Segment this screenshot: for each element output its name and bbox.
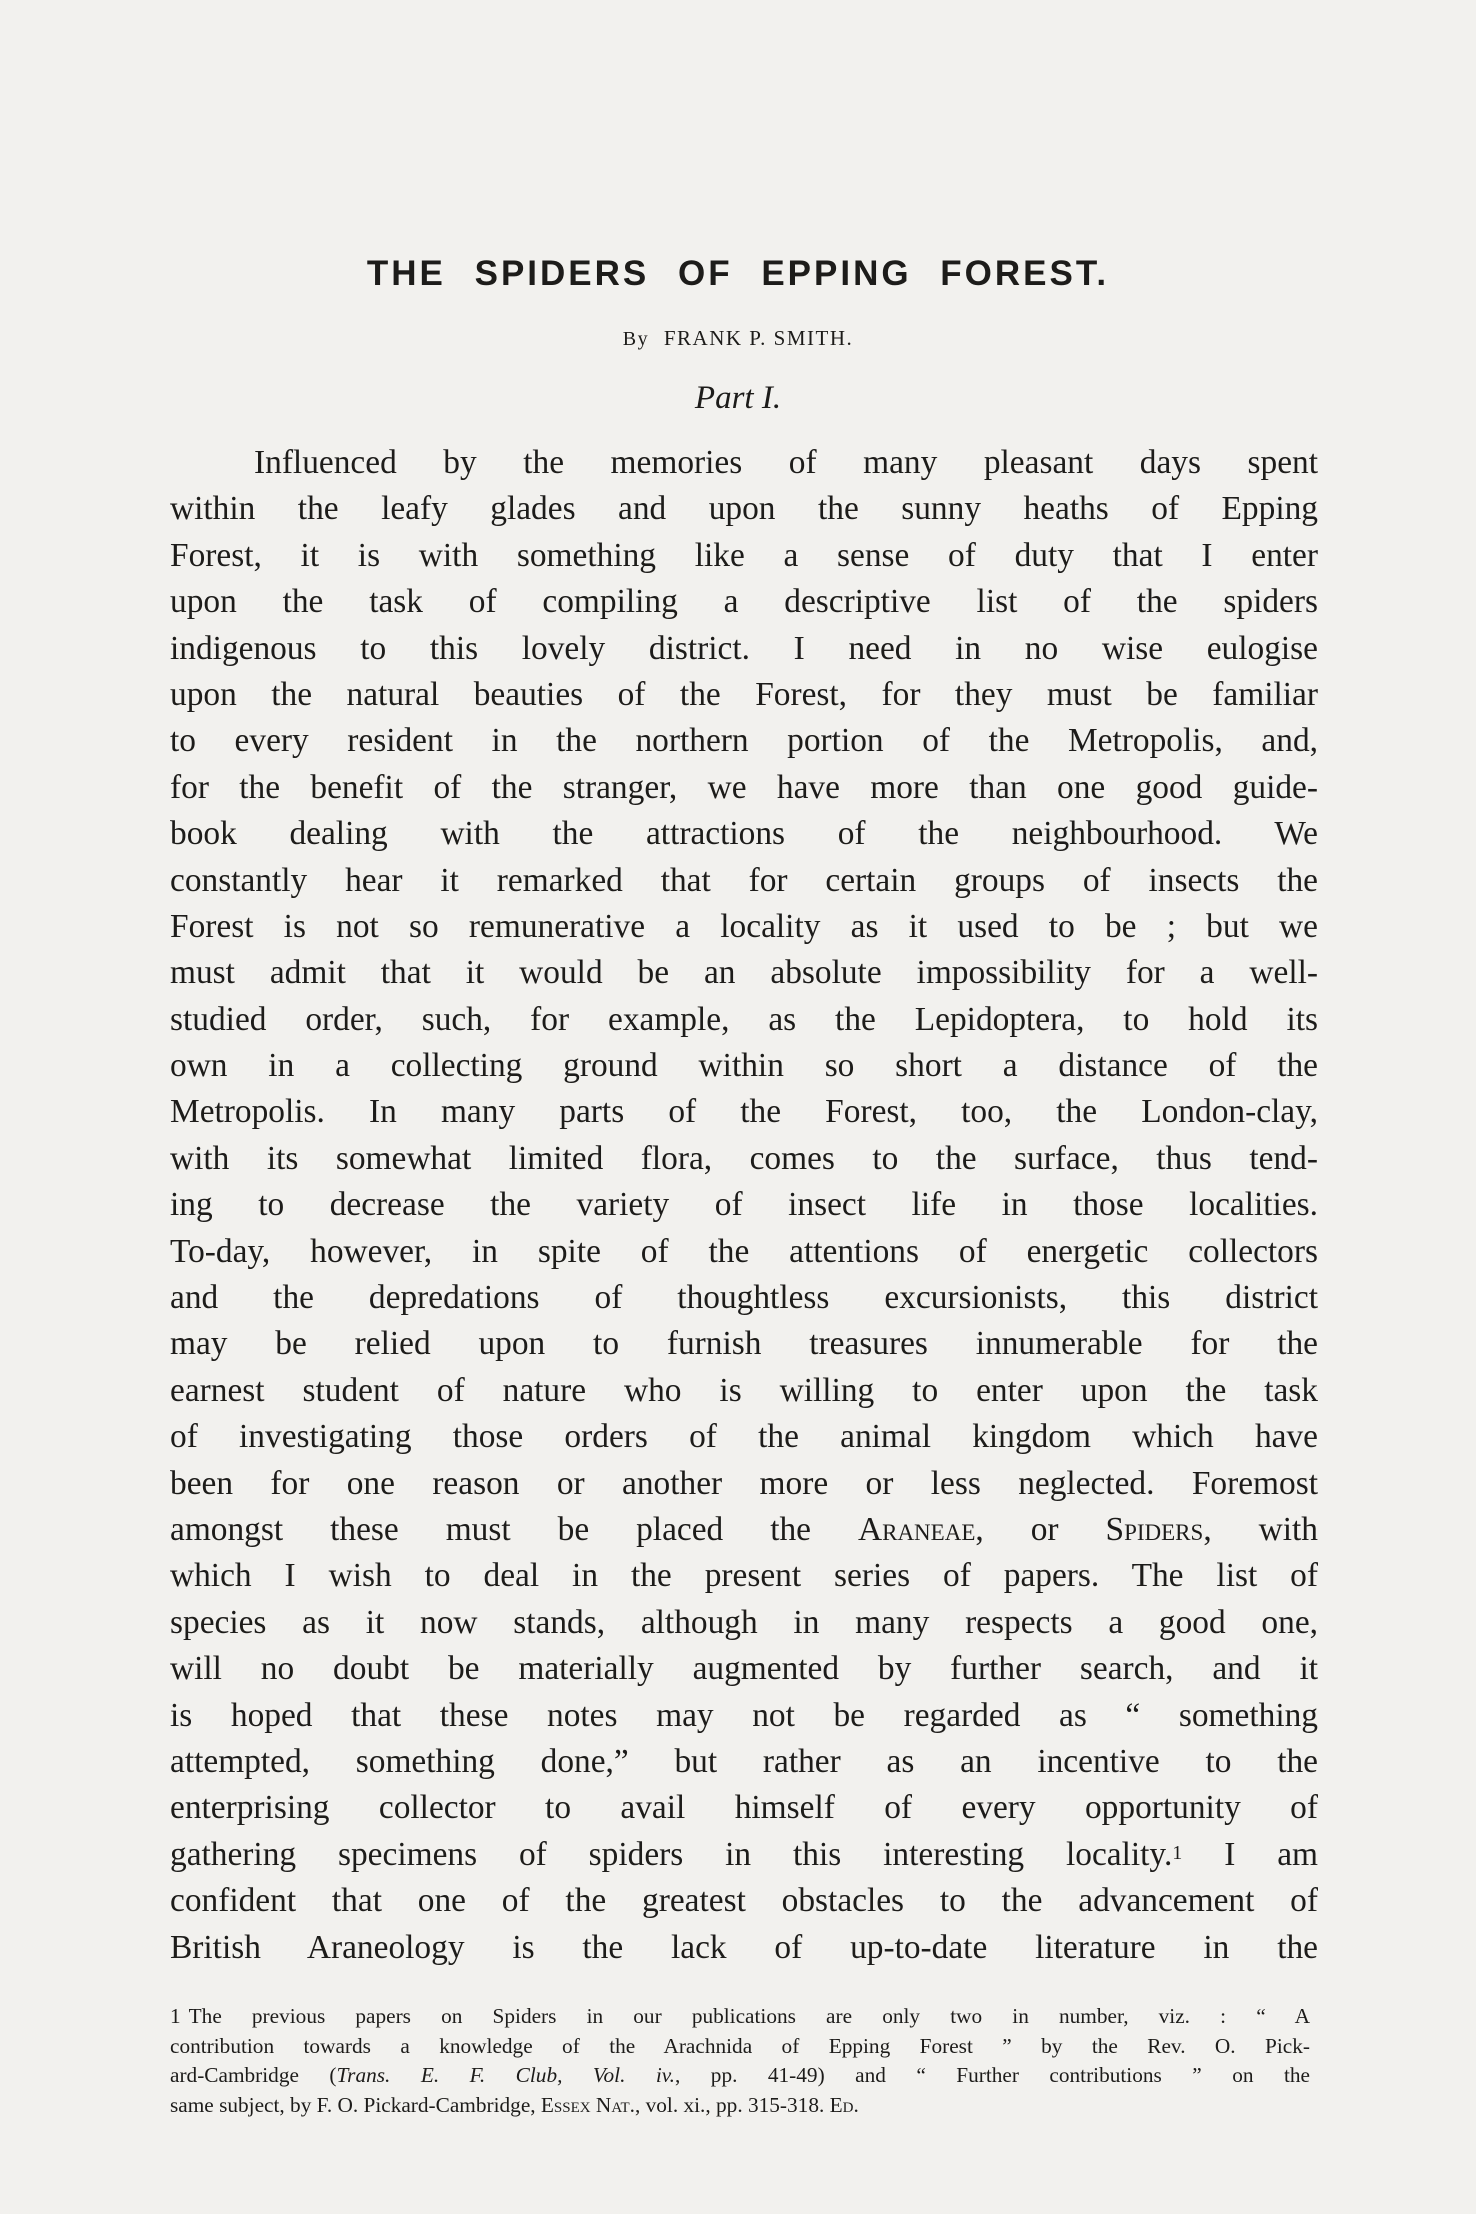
footnote-citation: Trans. E. F. Club, Vol. iv. [336,2063,675,2087]
body-line: upon the natural beauties of the Forest, for they must be familiar [170,675,1318,713]
body-line: for the benefit of the stranger, we have more than one good guide- [170,768,1318,806]
body-line: will no doubt be materially augmented by further search, and it [170,1650,1318,1688]
editor-mark: Ed. [829,2092,859,2117]
body-line: earnest student of nature who is willing to enter upon the task [170,1371,1318,1409]
footnote-text: , vol. xi., pp. 315-318. [634,2092,830,2117]
body-line: ing to decrease the variety of insect life in those localities. [170,1186,1318,1224]
body-line: attempted, something done,” but rather as an incentive to the [170,1742,1318,1780]
body-line: confident that one of the greatest obstacles to the advancement of [170,1882,1318,1920]
article-body [170,440,1318,1971]
body-line: must admit that it would be an absolute impossibility for a well- [170,954,1318,992]
body-line: of investigating those orders of the animal kingdom which have [170,1418,1318,1456]
body-line: own in a collecting ground within so short a distance of the [170,1047,1318,1085]
body-line: to every resident in the northern portion of the Metropolis, and, [170,722,1318,760]
body-line: indigenous to this lovely district. I need in no wise eulogise [170,629,1318,667]
body-line: been for one reason or another more or less neglected. Foremost [170,1464,1318,1502]
body-line: Metropolis. In many parts of the Forest, too, the London-clay, [170,1093,1318,1131]
body-line [170,1832,1318,1878]
journal-name: Essex Nat. [540,2092,635,2117]
footnote [170,2002,1310,2120]
body-line: is hoped that these notes may not be regarded as “ something [170,1696,1318,1734]
body-text-fragment: , with [1203,1510,1318,1548]
body-line: and the depredations of thoughtless excursionists, this district [170,1279,1318,1317]
body-text-fragment: gathering specimens of spiders in this interesting locality. [170,1835,1173,1873]
body-text-fragment: amongst these must be placed the [170,1510,858,1548]
footnote-line [170,2091,1310,2121]
footnote-line [170,2061,1310,2091]
part-heading: Part I. [694,380,782,416]
body-line: constantly hear it remarked that for certain groups of insects the [170,861,1318,899]
footnote-reference[interactable]: 1 [1172,1841,1183,1864]
byline-prefix: By [622,328,650,350]
body-line: within the leafy glades and upon the sunny heaths of Epping [170,490,1318,528]
body-text-fragment: , or [975,1510,1106,1548]
footnote-number: 1 [170,2004,181,2028]
body-line: which I wish to deal in the present series of papers. The list of [170,1557,1318,1595]
body-line: species as it now stands, although in many respects a good one, [170,1603,1318,1641]
footnote-line [170,2002,1310,2032]
body-line: Forest is not so remunerative a locality as it used to be ; but we [170,907,1318,945]
footnote-text: , pp. 41-49) and “ Further contributions ” on the [675,2063,1310,2087]
footnote-line: contribution towards a knowledge of the Arachnida of Epping Forest ” by the Rev. O. Pick- [170,2033,1310,2058]
body-line: may be relied upon to furnish treasures innumerable for the [170,1325,1318,1363]
body-line: upon the task of compiling a descriptive list of the spiders [170,583,1318,621]
footnote-text: same subject, by F. O. Pickard-Cambridge, [170,2092,541,2117]
body-line: with its somewhat limited flora, comes to the surface, thus tend- [170,1139,1318,1177]
footnote-text: ard-Cambridge ( [170,2063,337,2087]
body-line: Influenced by the memories of many pleasant days spent [254,444,1318,481]
body-line [170,1507,1318,1553]
araneae-term: Araneae [857,1510,976,1548]
footnote-text: The previous papers on Spiders in our publications are only two in number, viz. : “ A [188,2004,1310,2028]
article-title: THE SPIDERS OF EPPING FOREST. [366,254,1110,293]
body-line: To-day, however, in spite of the attentions of energetic collectors [170,1232,1318,1270]
body-line: Forest, it is with something like a sense of duty that I enter [170,536,1318,574]
author-name: FRANK P. SMITH. [663,326,854,350]
body-text-fragment: I am [1182,1835,1318,1873]
body-line: British Araneology is the lack of up-to-date literature in the [170,1928,1318,1966]
body-line: enterprising collector to avail himself of every opportunity of [170,1789,1318,1827]
byline [170,326,1306,351]
body-line: studied order, such, for example, as the Lepidoptera, to hold its [170,1000,1318,1038]
body-line: book dealing with the attractions of the neighbourhood. We [170,815,1318,853]
spiders-term: Spiders [1105,1510,1204,1548]
